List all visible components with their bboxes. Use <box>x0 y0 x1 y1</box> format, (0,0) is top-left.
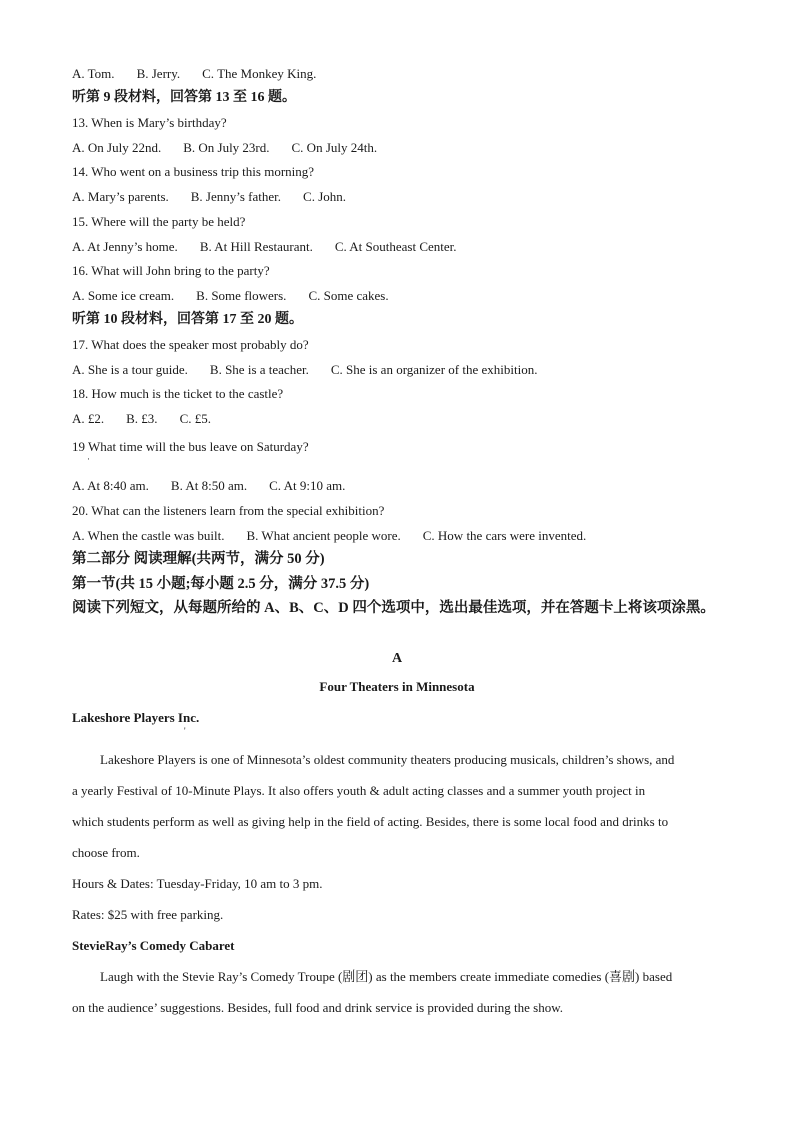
q14-option-b: B. Jenny’s father. <box>190 189 282 204</box>
q19-question: 19 What time will the bus leave on Saturday? <box>72 439 309 454</box>
theater1-line: a yearly Festival of 10-Minute Plays. It also offers youth & adult acting classes and a summer youth project in <box>72 783 646 798</box>
theater1-line: which students perform as well as giving help in the field of acting. Besides, there is some local food and drinks to <box>72 814 669 829</box>
theater1-hours: Hours & Dates: Tuesday-Friday, 10 am to 3 pm. <box>72 876 323 891</box>
q20-option-b: B. What ancient people wore. <box>246 528 401 543</box>
theater1-name: Lakeshore Players Inc. <box>72 710 200 725</box>
q17-option-c: C. She is an organizer of the exhibition. <box>330 362 538 377</box>
section9-heading: 听第 9 段材料，回答第 13 至 16 题。 <box>72 90 296 105</box>
q13-question: 13. When is Mary’s birthday? <box>72 115 227 130</box>
q18-option-a: A. £2. <box>72 411 105 426</box>
q15-question: 15. Where will the party be held? <box>72 214 246 229</box>
q14-options <box>72 189 346 205</box>
theater2-line: on the audience’ suggestions. Besides, full food and drink service is provided during the show. <box>72 1000 564 1015</box>
q16-option-a: A. Some ice cream. <box>72 288 175 303</box>
section10-heading: 听第 10 段材料，回答第 17 至 20 题。 <box>72 312 303 327</box>
theater1-line: choose from. <box>72 845 140 860</box>
q13-options <box>72 140 377 156</box>
q16-option-c: C. Some cakes. <box>308 288 389 303</box>
section1-heading: 第一节(共 15 小题;每小题 2.5 分，满分 37.5 分) <box>72 576 370 592</box>
theater2-name: StevieRay’s Comedy Cabaret <box>72 938 235 953</box>
q18-options <box>72 411 211 427</box>
stray-mark: · <box>87 454 90 464</box>
q18-option-b: B. £3. <box>126 411 158 426</box>
q12-option-a: A. Tom. <box>72 66 115 81</box>
q16-options <box>72 288 389 304</box>
q17-question: 17. What does the speaker most probably do? <box>72 337 309 352</box>
q17-options <box>72 362 537 378</box>
q16-question: 16. What will John bring to the party? <box>72 263 270 278</box>
q15-option-b: B. At Hill Restaurant. <box>199 239 313 254</box>
q15-options <box>72 239 457 255</box>
q13-option-c: C. On July 24th. <box>291 140 378 155</box>
q17-option-a: A. She is a tour guide. <box>72 362 188 377</box>
q12-option-b: B. Jerry. <box>136 66 181 81</box>
q20-options <box>72 528 586 544</box>
q15-option-a: A. At Jenny’s home. <box>72 239 178 254</box>
q12-option-c: C. The Monkey King. <box>202 66 317 81</box>
q19-option-a: A. At 8:40 am. <box>72 478 149 493</box>
q14-question: 14. Who went on a business trip this morning? <box>72 164 315 179</box>
stray-mark: ' <box>184 726 186 736</box>
q14-option-a: A. Mary’s parents. <box>72 189 169 204</box>
passage-title: Four Theaters in Minnesota <box>319 679 475 694</box>
theater1-line: Lakeshore Players is one of Minnesota’s oldest community theaters producing musicals, children’s shows, and <box>100 752 675 767</box>
q13-option-b: B. On July 23rd. <box>183 140 270 155</box>
q14-option-c: C. John. <box>303 189 347 204</box>
q16-option-b: B. Some flowers. <box>196 288 287 303</box>
q20-option-a: A. When the castle was built. <box>72 528 225 543</box>
q19-option-b: B. At 8:50 am. <box>170 478 248 493</box>
part2-heading: 第二部分 阅读理解(共两节，满分 50 分) <box>72 551 325 567</box>
q18-question: 18. How much is the ticket to the castle? <box>72 386 284 401</box>
theater1-rates: Rates: $25 with free parking. <box>72 907 224 922</box>
q20-option-c: C. How the cars were invented. <box>422 528 587 543</box>
q18-option-c: C. £5. <box>179 411 211 426</box>
reading-instructions: 阅读下列短文，从每题所给的 A、B、C、D 四个选项中，选出最佳选项，并在答题卡上将该项涂黑。 <box>72 600 715 616</box>
q12-options <box>72 66 316 82</box>
q19-option-c: C. At 9:10 am. <box>269 478 346 493</box>
q13-option-a: A. On July 22nd. <box>72 140 162 155</box>
q15-option-c: C. At Southeast Center. <box>334 239 457 254</box>
q19-options <box>72 478 345 494</box>
passage-letter: A <box>391 651 403 666</box>
q20-question: 20. What can the listeners learn from the special exhibition? <box>72 503 385 518</box>
theater2-line: Laugh with the Stevie Ray’s Comedy Troupe (剧团) as the members create immediate comedies (喜剧) based <box>100 969 673 984</box>
q17-option-b: B. She is a teacher. <box>209 362 309 377</box>
